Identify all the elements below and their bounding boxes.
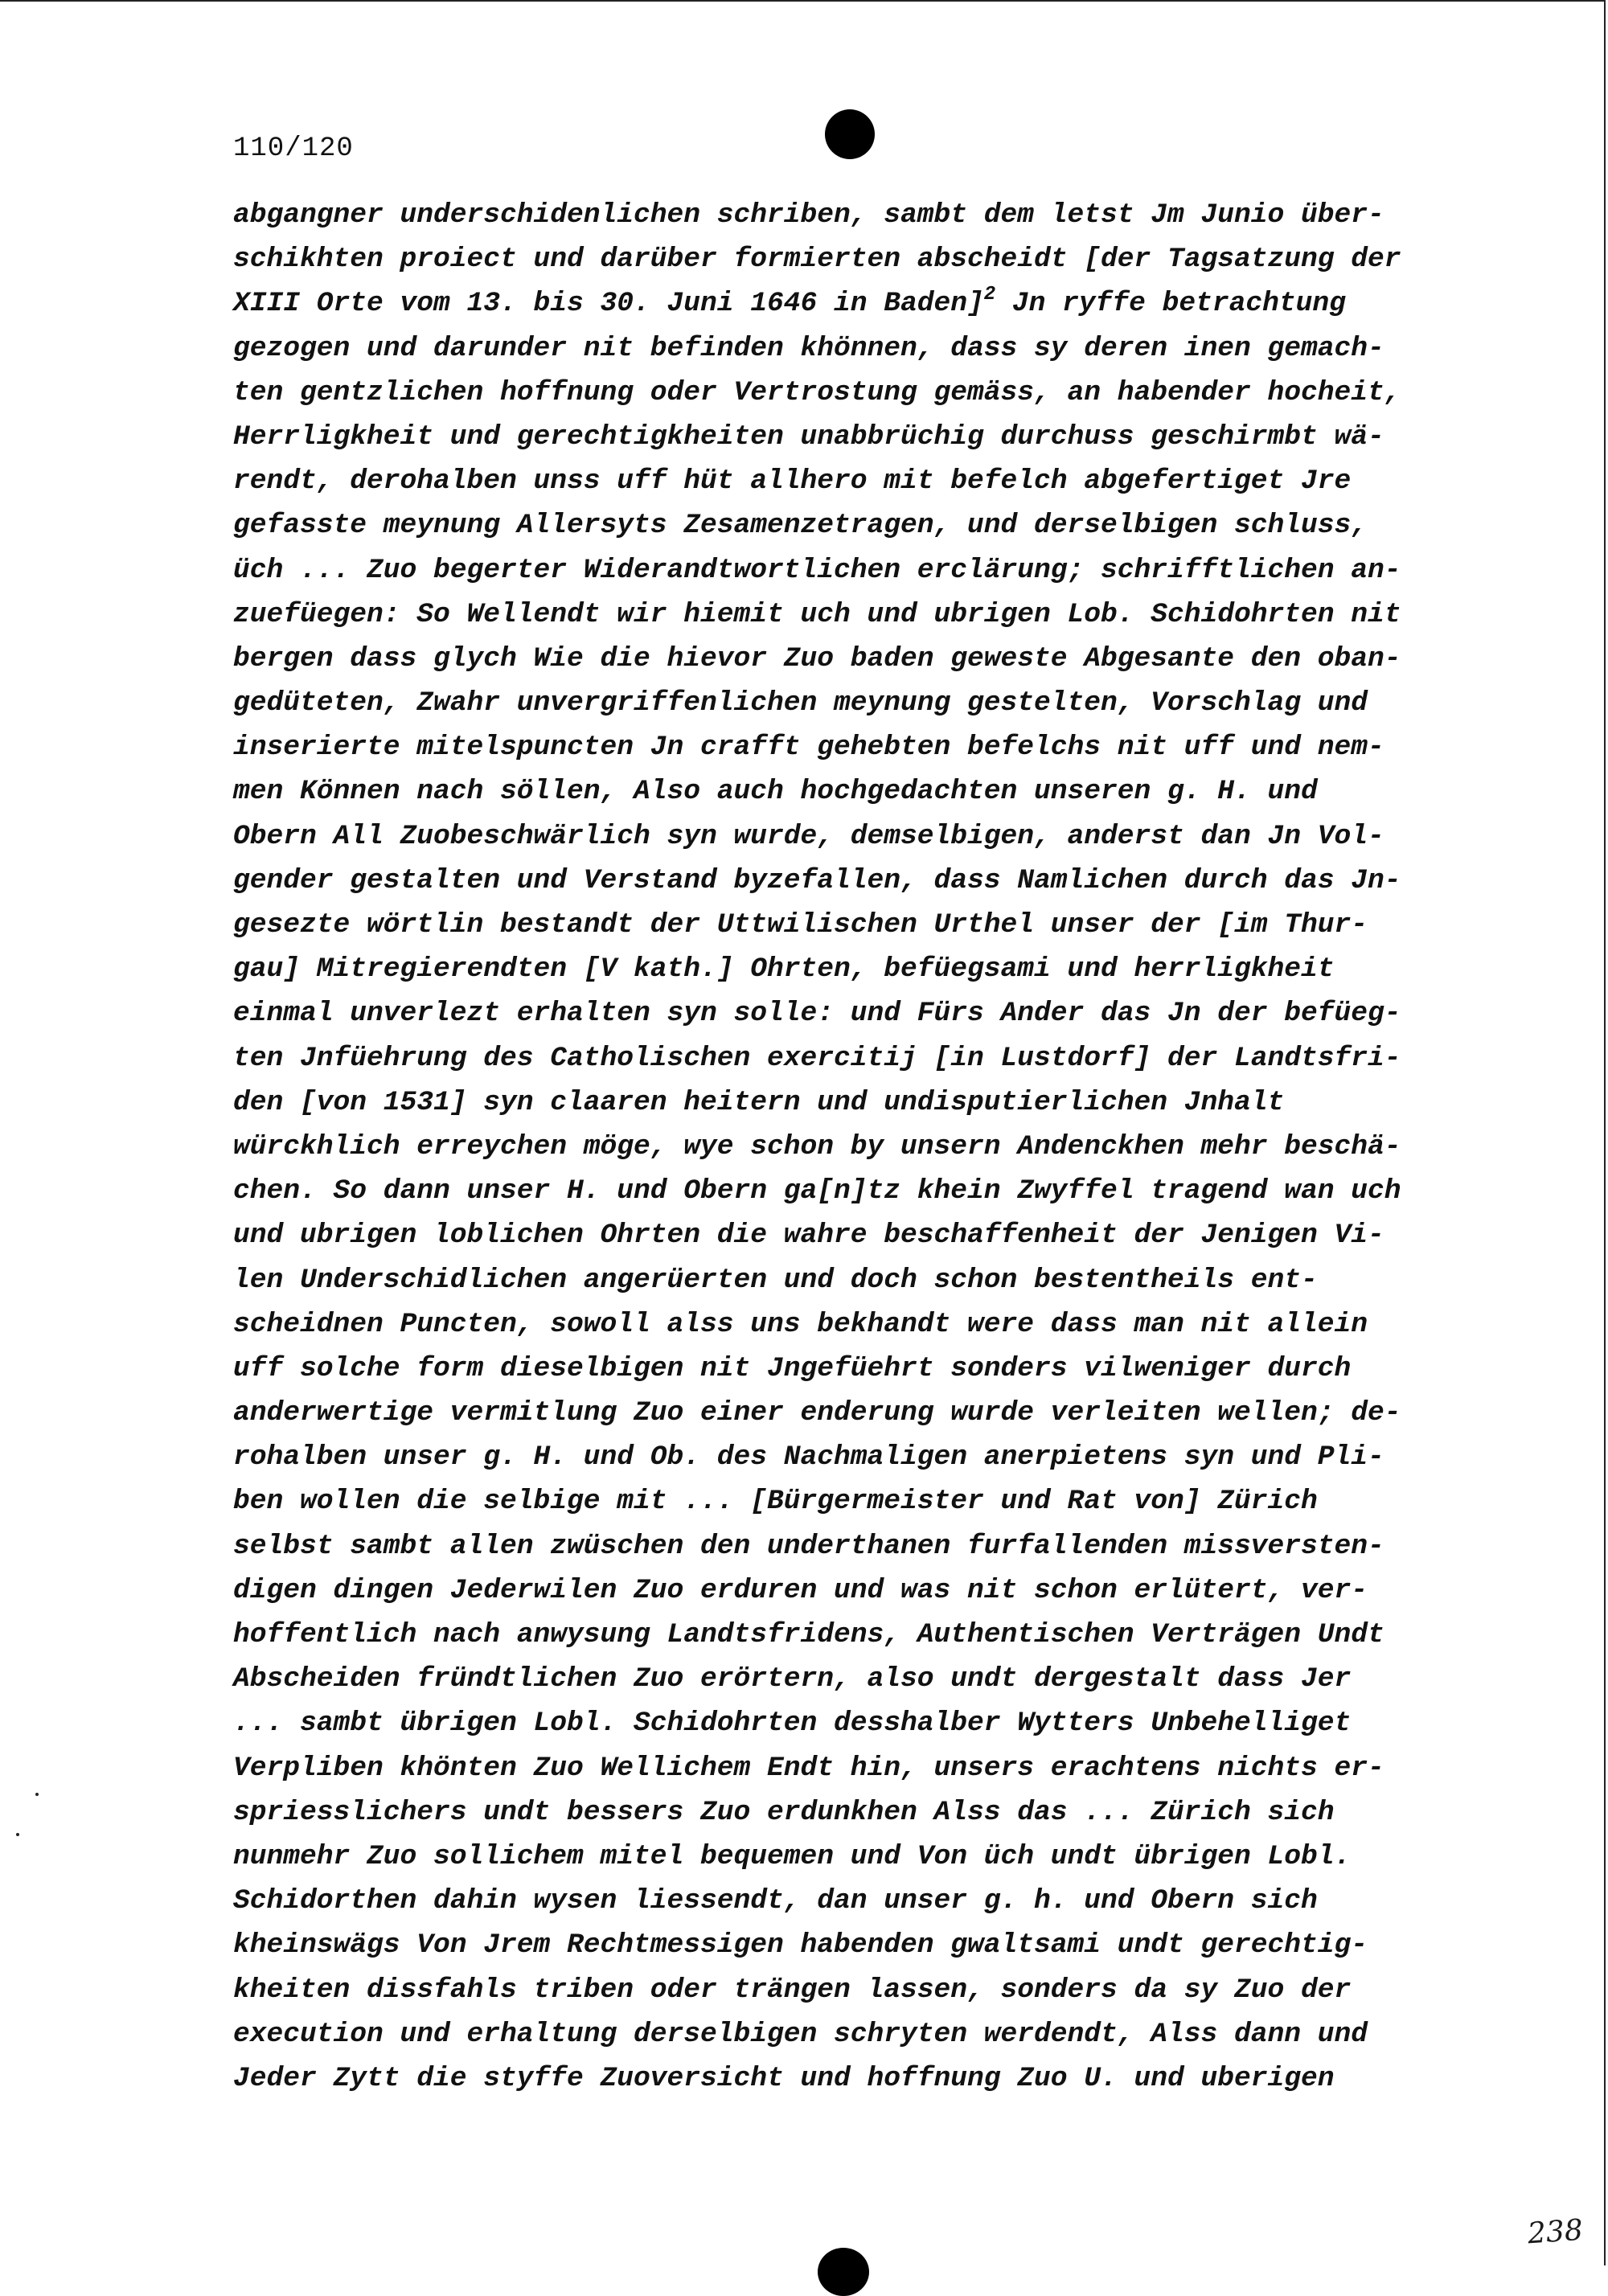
text-line: Jeder Zytt die styffe Zuoversicht und hoffnung Zuo U. und uberigen [233,2062,1335,2094]
text-line: men Können nach söllen, Also auch hochgedachten unseren g. H. und [233,776,1318,808]
text-line: abgangner underschidenlichen schriben, sambt dem letst Jm Junio über- [233,199,1384,231]
document-body [233,193,1487,2101]
margin-mark [35,1793,39,1796]
text-line: ten Jnfüehrung des Catholischen exercitij [in Lustdorf] der Landtsfri- [233,1042,1401,1074]
punch-hole-top [825,109,875,159]
text-line: zuefüegen: So Wellendt wir hiemit uch und ubrigen Lob. Schidohrten nit [233,598,1401,630]
text-line: gezogen und darunder nit befinden khönnen, dass sy deren inen gemach- [233,332,1384,364]
text-line: und ubrigen loblichen Ohrten die wahre beschaffenheit der Jenigen Vi- [233,1220,1384,1252]
margin-mark [16,1833,19,1836]
text-line: selbst sambt allen zwüschen den underthanen furfallenden missversten- [233,1530,1384,1562]
text-line: digen dingen Jederwilen Zuo erduren und was nit schon erlütert, ver- [233,1574,1368,1606]
text-line: len Underschidlichen angerüerten und doch schon bestentheils ent- [233,1264,1318,1296]
text-line: nunmehr Zuo sollichem mitel bequemen und Von üch undt übrigen Lobl. [233,1840,1352,1872]
text-line: gedüteten, Zwahr unvergriffenlichen meynung gestelten, Vorschlag und [233,687,1368,720]
footnote-marker: 2 [983,284,996,306]
text-line: ten gentzlichen hoffnung oder Vertrostung gemäss, an habender hocheit, [233,376,1401,408]
page-number: 110/120 [233,133,354,164]
text-line: spriesslichers undt bessers Zuo erdunkhen Alss das ... Zürich sich [233,1796,1335,1828]
text-line: Obern All Zuobeschwärlich syn wurde, demselbigen, anderst dan Jn Vol- [233,820,1384,852]
text-line: hoffentlich nach anwysung Landtsfridens, Authentischen Verträgen Undt [233,1619,1384,1650]
text-line: den [von 1531] syn claaren heitern und undisputierlichen Jnhalt [233,1086,1285,1118]
text-line: ... sambt übrigen Lobl. Schidohrten desshalber Wytters Unbehelliget [233,1708,1352,1740]
text-line: uff solche form dieselbigen nit Jngefüehrt sonders vilweniger durch [233,1352,1352,1384]
text-line: rendt, derohalben unss uff hüt allhero mit befelch abgefertiget Jre [233,465,1352,498]
text-line: kheiten dissfahls triben oder trängen lassen, sonders da sy Zuo der [233,1974,1352,2006]
text-line: üch ... Zuo begerter Widerandtwortlichen erclärung; schrifftlichen an- [233,554,1401,586]
text-line: gefasste meynung Allersyts Zesamenzetragen, und derselbigen schluss, [233,510,1368,542]
text-line: schikhten proiect und darüber formierten abscheidt [der Tagsatzung der [233,244,1401,276]
archive-number: 238 [1526,2213,1585,2251]
text-line: bergen dass glych Wie die hievor Zuo baden geweste Abgesante den oban- [233,642,1401,674]
text-line: Verpliben khönten Zuo Wellichem Endt hin, unsers erachtens nichts er- [233,1752,1384,1784]
punch-hole-bottom [818,2248,869,2296]
text-line: Abscheiden fründtlichen Zuo erörtern, also undt dergestalt dass Jer [233,1663,1352,1695]
text-line: gender gestalten und Verstand byzefallen, dass Namlichen durch das Jn- [233,864,1401,896]
text-line: chen. So dann unser H. und Obern ga[n]tz khein Zwyffel tragend wan uch [233,1175,1401,1207]
text-line: Herrligkheit und gerechtigkheiten unabbrüchig durchuss geschirmbt wä- [233,420,1384,453]
text-line: Schidorthen dahin wysen liessendt, dan unser g. h. und Obern sich [233,1885,1318,1917]
text-line: anderwertige vermitlung Zuo einer enderung wurde verleiten wellen; de- [233,1397,1401,1429]
text-line: inserierte mitelspuncten Jn crafft gehebten befelchs nit uff und nem- [233,732,1384,764]
text-line: kheinswägs Von Jrem Rechtmessigen habenden gwaltsami undt gerechtig- [233,1929,1368,1962]
text-line: ben wollen die selbige mit ... [Bürgermeister und Rat von] Zürich [233,1486,1318,1518]
text-line: scheidnen Puncten, sowoll alss uns bekhandt were dass man nit allein [233,1308,1368,1340]
text-line: XIII Orte vom 13. bis 30. Juni 1646 in Baden]$^2$ Jn ryffe betrachtung [233,284,1346,320]
text-line: gesezte wörtlin bestandt der Uttwilischen Urthel unser der [im Thur- [233,909,1368,941]
text-line: gau] Mitregierendten [V kath.] Ohrten, befüegsami und herrligkheit [233,953,1335,986]
text-line: rohalben unser g. H. und Ob. des Nachmaligen anerpietens syn und Pli- [233,1441,1384,1474]
text-line: würckhlich erreychen möge, wye schon by unsern Andenckhen mehr beschä- [233,1130,1401,1162]
text-line: einmal unverlezt erhalten syn solle: und Fürs Ander das Jn der befüeg- [233,998,1401,1030]
text-line: execution und erhaltung derselbigen schryten werdendt, Alss dann und [233,2018,1368,2050]
